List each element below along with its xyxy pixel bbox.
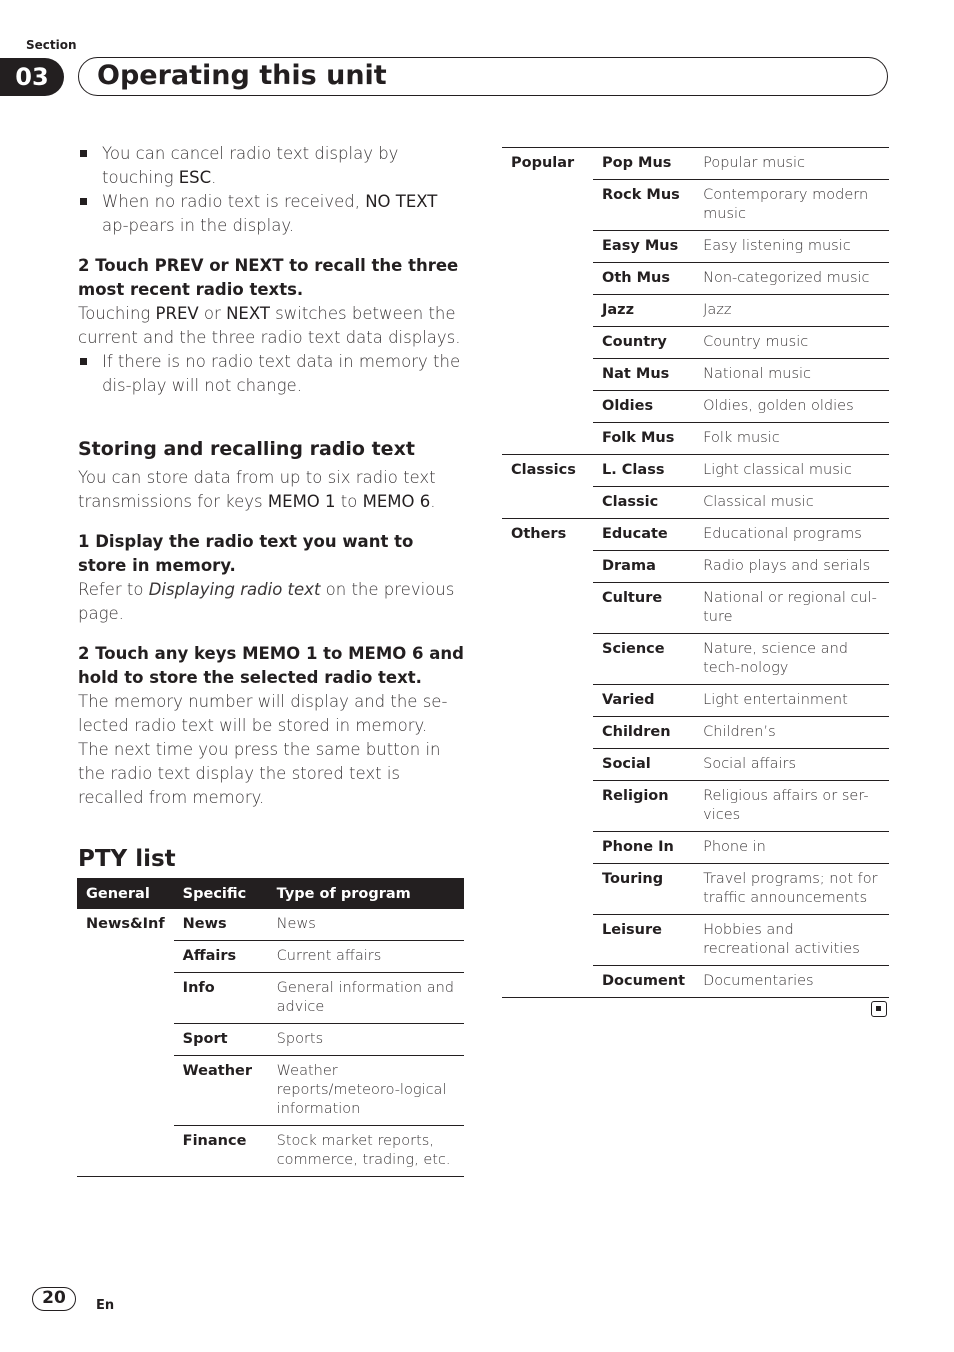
table-row [502,781,889,832]
step-1-store-heading: 1 Display the radio text you want to store in memory. [78,532,414,575]
cell-specific: Jazz [593,295,694,327]
cell-general [502,864,593,915]
cell-type: Easy listening music [694,231,889,263]
table-row [77,1024,464,1056]
cell-specific: Drama [593,551,694,583]
cell-type: Religious affairs or ser-vices [694,781,889,832]
cell-specific: Religion [593,781,694,832]
cell-specific: Varied [593,685,694,717]
cell-general [77,973,174,1024]
cell-type: Folk music [694,423,889,455]
cell-type: Phone in [694,832,889,864]
cell-general [502,487,593,519]
table-row [502,391,889,423]
page-title: Operating this unit [97,60,387,91]
cell-specific: Touring [593,864,694,915]
table-row [502,295,889,327]
cell-specific: Classic [593,487,694,519]
page-number: 20 [32,1287,76,1311]
header-type: Type of program [268,878,464,909]
table-row [502,148,889,180]
cell-specific: Pop Mus [593,148,694,180]
cell-general [502,231,593,263]
cell-general [502,832,593,864]
cell-general [502,391,593,423]
cell-type: National or regional cul-ture [694,583,889,634]
cell-specific: Weather [174,1056,268,1126]
cell-type: Oldies, golden oldies [694,391,889,423]
cell-type: Stock market reports, commerce, trading, etc. [268,1126,464,1177]
table-row [77,1126,464,1177]
cell-general [502,583,593,634]
bullet-square-icon [80,150,87,157]
cell-type: Popular music [694,148,889,180]
cell-specific: Folk Mus [593,423,694,455]
cell-specific: Easy Mus [593,231,694,263]
cell-specific: Rock Mus [593,180,694,231]
table-row [502,749,889,781]
cell-general [502,180,593,231]
cell-general [77,1024,174,1056]
section-label: Section [26,38,77,52]
table-row [502,864,889,915]
cell-type: Travel programs; not for traffic announcements [694,864,889,915]
pty-table-left [77,878,464,1177]
cell-general: Popular [511,155,575,171]
step-2-store-body-1: The memory number will display and the se-lected radio text will be stored in memory. [78,692,448,735]
table-row [502,551,889,583]
bullet-no-data: If there is no radio text data in memory the dis-play will not change. [78,350,464,398]
bullet-square-icon [80,198,87,205]
cell-specific: Affairs [174,941,268,973]
step-2-store-body-2: The next time you press the same button in the radio text display the stored text is recalled from memory. [78,740,441,807]
cell-specific: Oldies [593,391,694,423]
table-row [502,423,889,455]
table-row [502,966,889,998]
cell-specific: L. Class [593,455,694,487]
cell-general [502,781,593,832]
table-row [502,915,889,966]
pty-list-heading: PTY list [78,846,176,872]
cell-general [502,423,593,455]
cell-type: Classical music [694,487,889,519]
cell-specific: Sport [174,1024,268,1056]
step-2-recall-heading: 2 Touch PREV or NEXT to recall the three most recent radio texts. [78,256,459,299]
cell-general [502,749,593,781]
header-general: General [77,878,174,909]
header-specific: Specific [174,878,268,909]
cell-type: Radio plays and serials [694,551,889,583]
bullet-cancel-radio-text: You can cancel radio text display by touching ESC. [78,142,464,190]
bullet-square-icon [80,358,87,365]
table-row [502,685,889,717]
step-2-recall-body: Touching PREV or NEXT switches between the current and the three radio text data displays. [78,304,461,347]
cell-specific: Finance [174,1126,268,1177]
cell-type: Educational programs [694,519,889,551]
table-row [502,519,889,551]
table-row [502,487,889,519]
language-label: En [96,1298,115,1313]
end-of-section-icon [871,1001,887,1017]
cell-general [502,915,593,966]
cell-general [502,263,593,295]
cell-general [502,551,593,583]
cell-type: Light classical music [694,455,889,487]
table-header-row [77,878,464,909]
cell-general [502,717,593,749]
cell-general [77,1056,174,1126]
cell-specific: Info [174,973,268,1024]
table-row [502,359,889,391]
storing-heading: Storing and recalling radio text [78,438,415,460]
cell-type: Light entertainment [694,685,889,717]
cell-type: Jazz [694,295,889,327]
cell-specific: Social [593,749,694,781]
cell-specific: Country [593,327,694,359]
table-row [77,941,464,973]
table-row [502,327,889,359]
cell-general [502,966,593,998]
table-row [77,909,464,941]
table-row [502,717,889,749]
cell-specific: News [174,909,268,941]
cell-type: Weather reports/meteoro-logical information [268,1056,464,1126]
cell-specific: Science [593,634,694,685]
step-1-store-body: Refer to Displaying radio text on the previous page. [78,580,455,623]
cell-general [502,359,593,391]
cell-type: Non-categorized music [694,263,889,295]
cell-specific: Document [593,966,694,998]
cell-general [502,327,593,359]
table-row [502,231,889,263]
table-row [502,634,889,685]
cell-general: News&Inf [86,916,165,932]
cell-type: Documentaries [694,966,889,998]
table-row [77,1056,464,1126]
cell-specific: Educate [593,519,694,551]
cell-type: News [268,909,464,941]
table-row [502,832,889,864]
cell-type: Hobbies and recreational activities [694,915,889,966]
cell-specific: Nat Mus [593,359,694,391]
cell-type: Sports [268,1024,464,1056]
table-row [502,455,889,487]
table-row [77,973,464,1024]
cell-specific: Children [593,717,694,749]
cell-general: Classics [511,462,576,478]
left-column [78,142,464,874]
cell-type: Contemporary modern music [694,180,889,231]
cell-type: Social affairs [694,749,889,781]
step-2-store-heading: 2 Touch any keys MEMO 1 to MEMO 6 and hold to store the selected radio text. [78,644,464,687]
cell-specific: Leisure [593,915,694,966]
table-row [502,263,889,295]
cell-type: Children’s [694,717,889,749]
pty-table-right [502,147,889,998]
cell-type: Nature, science and tech-nology [694,634,889,685]
table-row [502,180,889,231]
cell-general [77,941,174,973]
cell-specific: Culture [593,583,694,634]
cell-general [502,295,593,327]
cell-type: National music [694,359,889,391]
section-number-badge: 03 [0,58,64,96]
cell-type: Current affairs [268,941,464,973]
cell-type: General information and advice [268,973,464,1024]
cell-general [502,634,593,685]
cell-specific: Phone In [593,832,694,864]
cell-general [502,685,593,717]
cell-specific: Oth Mus [593,263,694,295]
table-row [502,583,889,634]
bullet-no-text: When no radio text is received, NO TEXT ap-pears in the display. [78,190,464,238]
storing-body: You can store data from up to six radio text transmissions for keys MEMO 1 to MEMO 6. [78,468,436,511]
cell-type: Country music [694,327,889,359]
cell-general [77,1126,174,1177]
cell-general: Others [511,526,567,542]
